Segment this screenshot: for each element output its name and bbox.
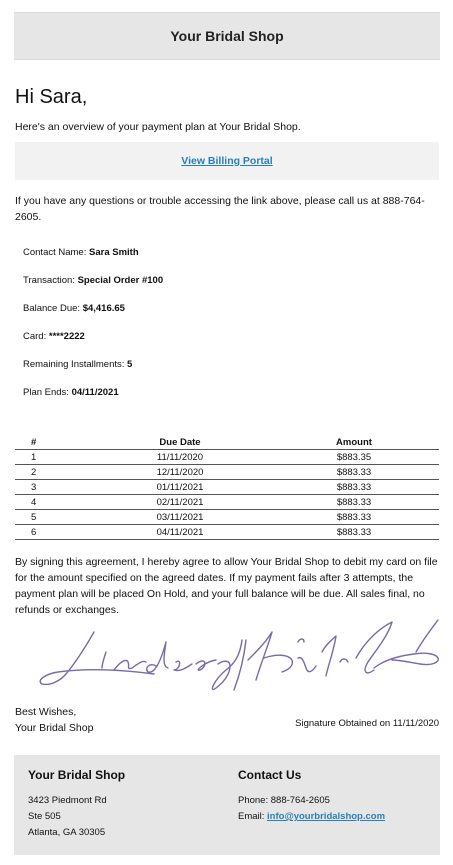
closing-line-1: Best Wishes, xyxy=(15,706,77,718)
table-row: 5 03/11/2021 $883.33 xyxy=(15,510,439,525)
plan-details xyxy=(23,246,163,414)
footer-contact-title: Contact Us xyxy=(238,768,302,782)
column-header-due-date: Due Date xyxy=(91,435,269,450)
footer-address-line-1: 3423 Piedmont Rd xyxy=(28,795,107,806)
closing-line-2: Your Bridal Shop xyxy=(15,722,94,734)
footer-contact-info xyxy=(238,767,385,825)
table-header-row xyxy=(15,435,439,450)
column-header-amount: Amount xyxy=(269,435,439,450)
table-row: 4 02/11/2021 $883.33 xyxy=(15,495,439,510)
detail-contact-name: Contact Name: Sara Smith xyxy=(23,247,139,258)
help-text: If you have any questions or trouble accessing the link above, please call us at 888-764-2605. xyxy=(15,195,425,223)
payment-schedule-table xyxy=(15,435,439,540)
detail-card: Card: ****2222 xyxy=(23,331,85,342)
footer-address-line-2: Ste 505 xyxy=(28,811,61,822)
signature-obtained-date: Signature Obtained on 11/11/2020 xyxy=(295,718,439,729)
billing-portal-panel xyxy=(15,142,439,180)
detail-plan-ends: Plan Ends: 04/11/2021 xyxy=(23,387,119,398)
detail-remaining-installments: Remaining Installments: 5 xyxy=(23,359,133,370)
footer-shop-title: Your Bridal Shop xyxy=(28,768,126,782)
table-row: 1 11/11/2020 $883.35 xyxy=(15,450,439,465)
closing xyxy=(15,704,93,736)
table-row: 3 01/11/2021 $883.33 xyxy=(15,480,439,495)
footer-shop-info xyxy=(28,767,125,841)
column-header-number: # xyxy=(15,435,91,450)
email-header xyxy=(14,12,440,60)
email-link[interactable]: info@yourbridalshop.com xyxy=(267,811,386,822)
footer-phone: Phone: 888-764-2605 xyxy=(238,795,330,806)
detail-transaction: Transaction: Special Order #100 xyxy=(23,275,164,286)
footer xyxy=(14,755,440,855)
signature-image xyxy=(36,618,440,704)
footer-email: Email: info@yourbridalshop.com xyxy=(238,811,386,822)
intro-text: Here's an overview of your payment plan at Your Bridal Shop. xyxy=(15,121,301,133)
table-row: 2 12/11/2020 $883.33 xyxy=(15,465,439,480)
greeting: Hi Sara, xyxy=(15,86,88,108)
agreement-text: By signing this agreement, I hereby agree to allow Your Bridal Shop to debit my card on file for the amount specified on the agreed dates. If my payment fails after 3 attempts, the payment plan will be placed On Hold, and your full balance will be due. All sales final, no refunds or exchanges. xyxy=(15,556,438,616)
table-row: 6 04/11/2021 $883.33 xyxy=(15,525,439,540)
view-billing-portal-link[interactable]: View Billing Portal xyxy=(181,155,273,167)
footer-address-line-3: Atlanta, GA 30305 xyxy=(28,827,106,838)
header-title: Your Bridal Shop xyxy=(170,28,284,44)
detail-balance-due: Balance Due: $4,416.65 xyxy=(23,303,125,314)
